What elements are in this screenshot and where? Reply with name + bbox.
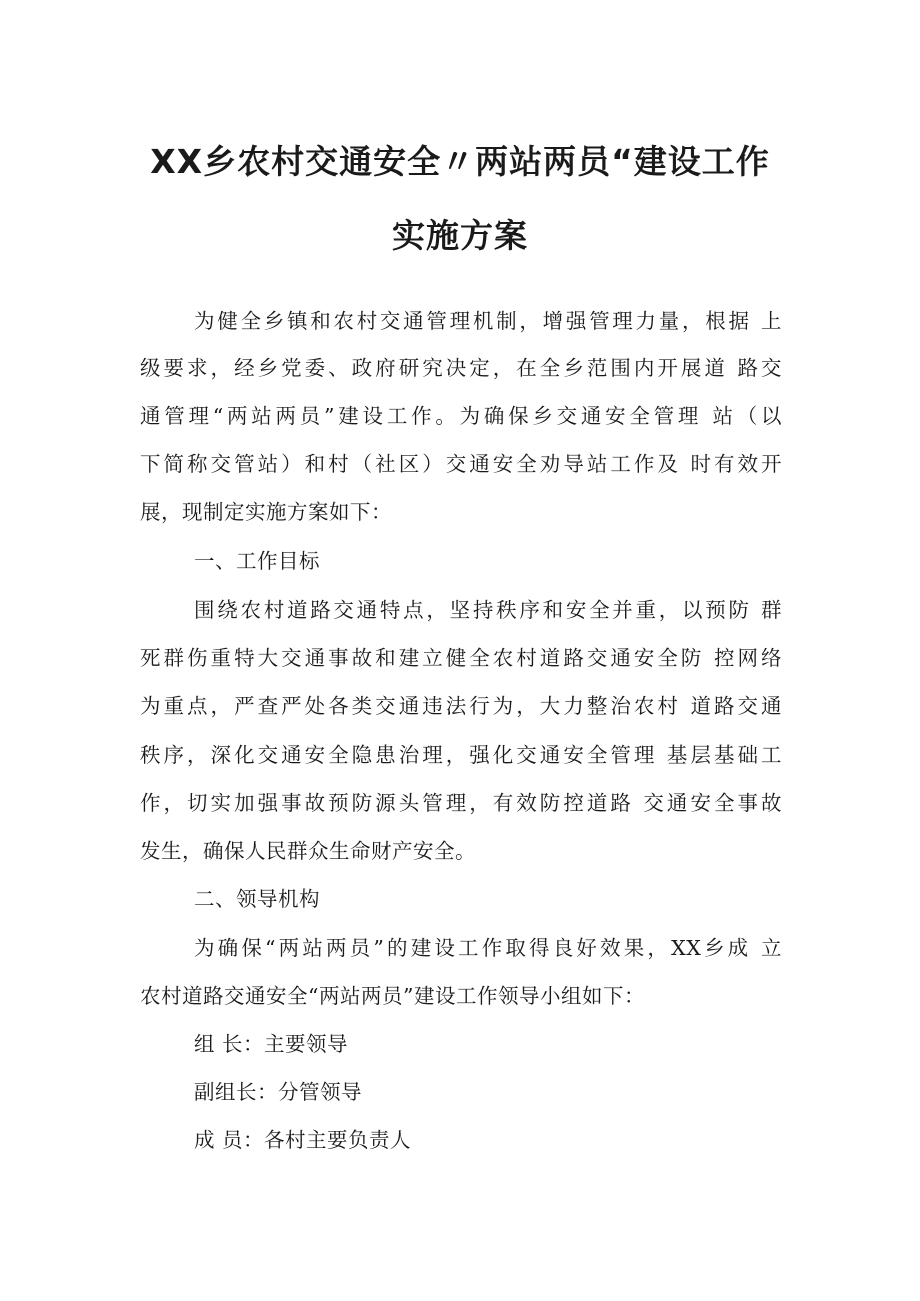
intro-paragraph-line: 下简称交管站）和村（社区）交通安全劝导站工作及 时有效开	[140, 452, 782, 476]
section-2-paragraph-line: 农村道路交通安全“两站两员”建设工作领导小组如下：	[140, 984, 645, 1008]
intro-paragraph-line: 为健全乡镇和农村交通管理机制，增强管理力量，根据 上	[194, 309, 782, 333]
intro-paragraph-line: 级要求，经乡党委、政府研究决定，在全乡范围内开展道 路交	[140, 356, 782, 380]
intro-paragraph-line: 展，现制定实施方案如下：	[140, 500, 392, 524]
section-2-paragraph-line: 为确保“两站两员”的建设工作取得良好效果，XX乡成 立	[194, 936, 782, 960]
document-title-line-2: 实施方案	[392, 216, 528, 255]
section-2-heading: 二、领导机构	[194, 887, 320, 911]
members-entry: 成 员：各村主要负责人	[194, 1128, 412, 1152]
section-1-paragraph-line: 发生，确保人民群众生命财产安全。	[140, 839, 476, 863]
section-1-paragraph-line: 为重点，严查严处各类交通违法行为，大力整治农村 道路交通	[140, 694, 782, 718]
document-title-line-1: XX乡农村交通安全〃两站两员“建设工作	[150, 142, 770, 181]
section-1-paragraph-line: 死群伤重特大交通事故和建立健全农村道路交通安全防 控网络	[140, 646, 782, 670]
deputy-leader-entry: 副组长：分管领导	[194, 1080, 362, 1104]
section-1-heading: 一、工作目标	[194, 549, 320, 573]
intro-paragraph-line: 通管理“两站两员”建设工作。为确保乡交通安全管理 站（以	[140, 404, 782, 428]
section-1-paragraph-line: 秩序，深化交通安全隐患治理，强化交通安全管理 基层基础工	[140, 743, 782, 767]
leader-entry: 组 长：主要领导	[194, 1032, 349, 1056]
section-1-paragraph-line: 围绕农村道路交通特点，坚持秩序和安全并重，以预防 群	[194, 598, 782, 622]
section-1-paragraph-line: 作，切实加强事故预防源头管理，有效防控道路 交通安全事故	[140, 791, 782, 815]
